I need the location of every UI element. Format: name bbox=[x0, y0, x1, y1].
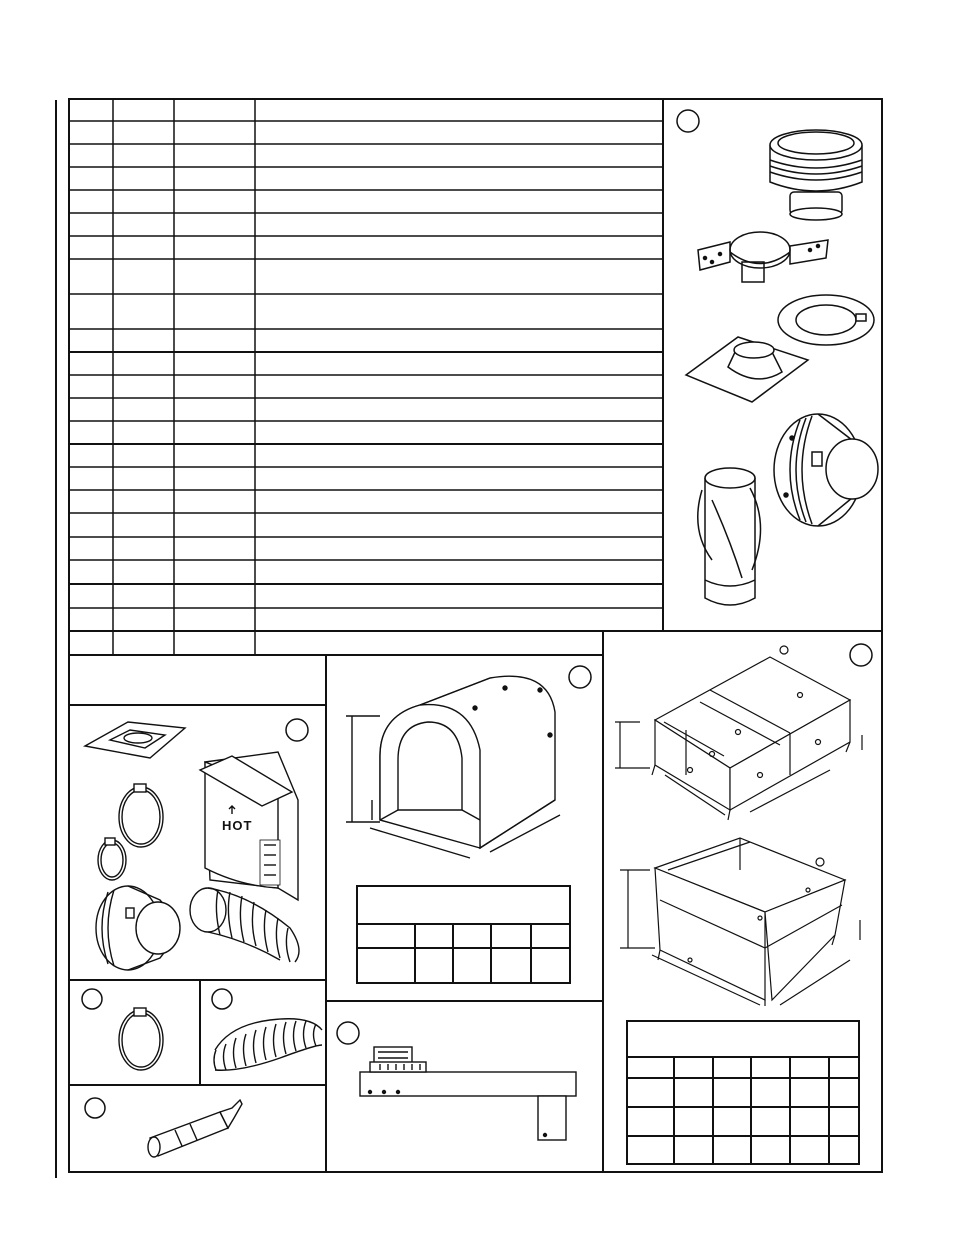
callout-circle-kit bbox=[286, 719, 308, 741]
sealant-tube-illustration bbox=[148, 1100, 242, 1157]
support-box-dimension-table bbox=[627, 1021, 859, 1164]
vent-adapter-icon bbox=[96, 886, 180, 970]
storm-collar-icon bbox=[778, 295, 874, 345]
termination-cap-icon bbox=[770, 130, 862, 220]
double-support-box-icon bbox=[615, 646, 862, 820]
heat-deflector-icon bbox=[200, 752, 298, 900]
clamp-illustration bbox=[119, 1008, 163, 1070]
flex-liner-illustration bbox=[214, 1019, 322, 1071]
wall-thimble-icon bbox=[774, 414, 878, 526]
attic-shroud-illustration bbox=[346, 676, 560, 858]
callout-circle-sealant bbox=[85, 1098, 105, 1118]
insulation-sleeve-icon bbox=[698, 468, 761, 605]
roof-support-box-illustration bbox=[615, 646, 862, 1164]
flex-hose-icon bbox=[190, 888, 299, 962]
shroud-dimension-table bbox=[357, 886, 570, 983]
ceiling-bracket-illustration bbox=[360, 1047, 576, 1140]
outer-frame bbox=[69, 99, 882, 1172]
vent-components-illustration bbox=[686, 130, 878, 605]
single-support-box-icon bbox=[620, 838, 860, 1006]
conversion-kit-illustration bbox=[85, 722, 299, 970]
callout-circle-liner bbox=[212, 989, 232, 1009]
callout-circle-roof-box bbox=[850, 644, 872, 666]
callout-circle-venting bbox=[677, 110, 699, 132]
roof-flashing-icon bbox=[686, 337, 808, 402]
callout-circle-clamp bbox=[82, 989, 102, 1009]
support-bracket-icon bbox=[698, 232, 828, 282]
callout-circle-shroud bbox=[569, 666, 591, 688]
callout-circle-bracket bbox=[337, 1022, 359, 1044]
hot-warning-label: HOT bbox=[222, 818, 253, 833]
